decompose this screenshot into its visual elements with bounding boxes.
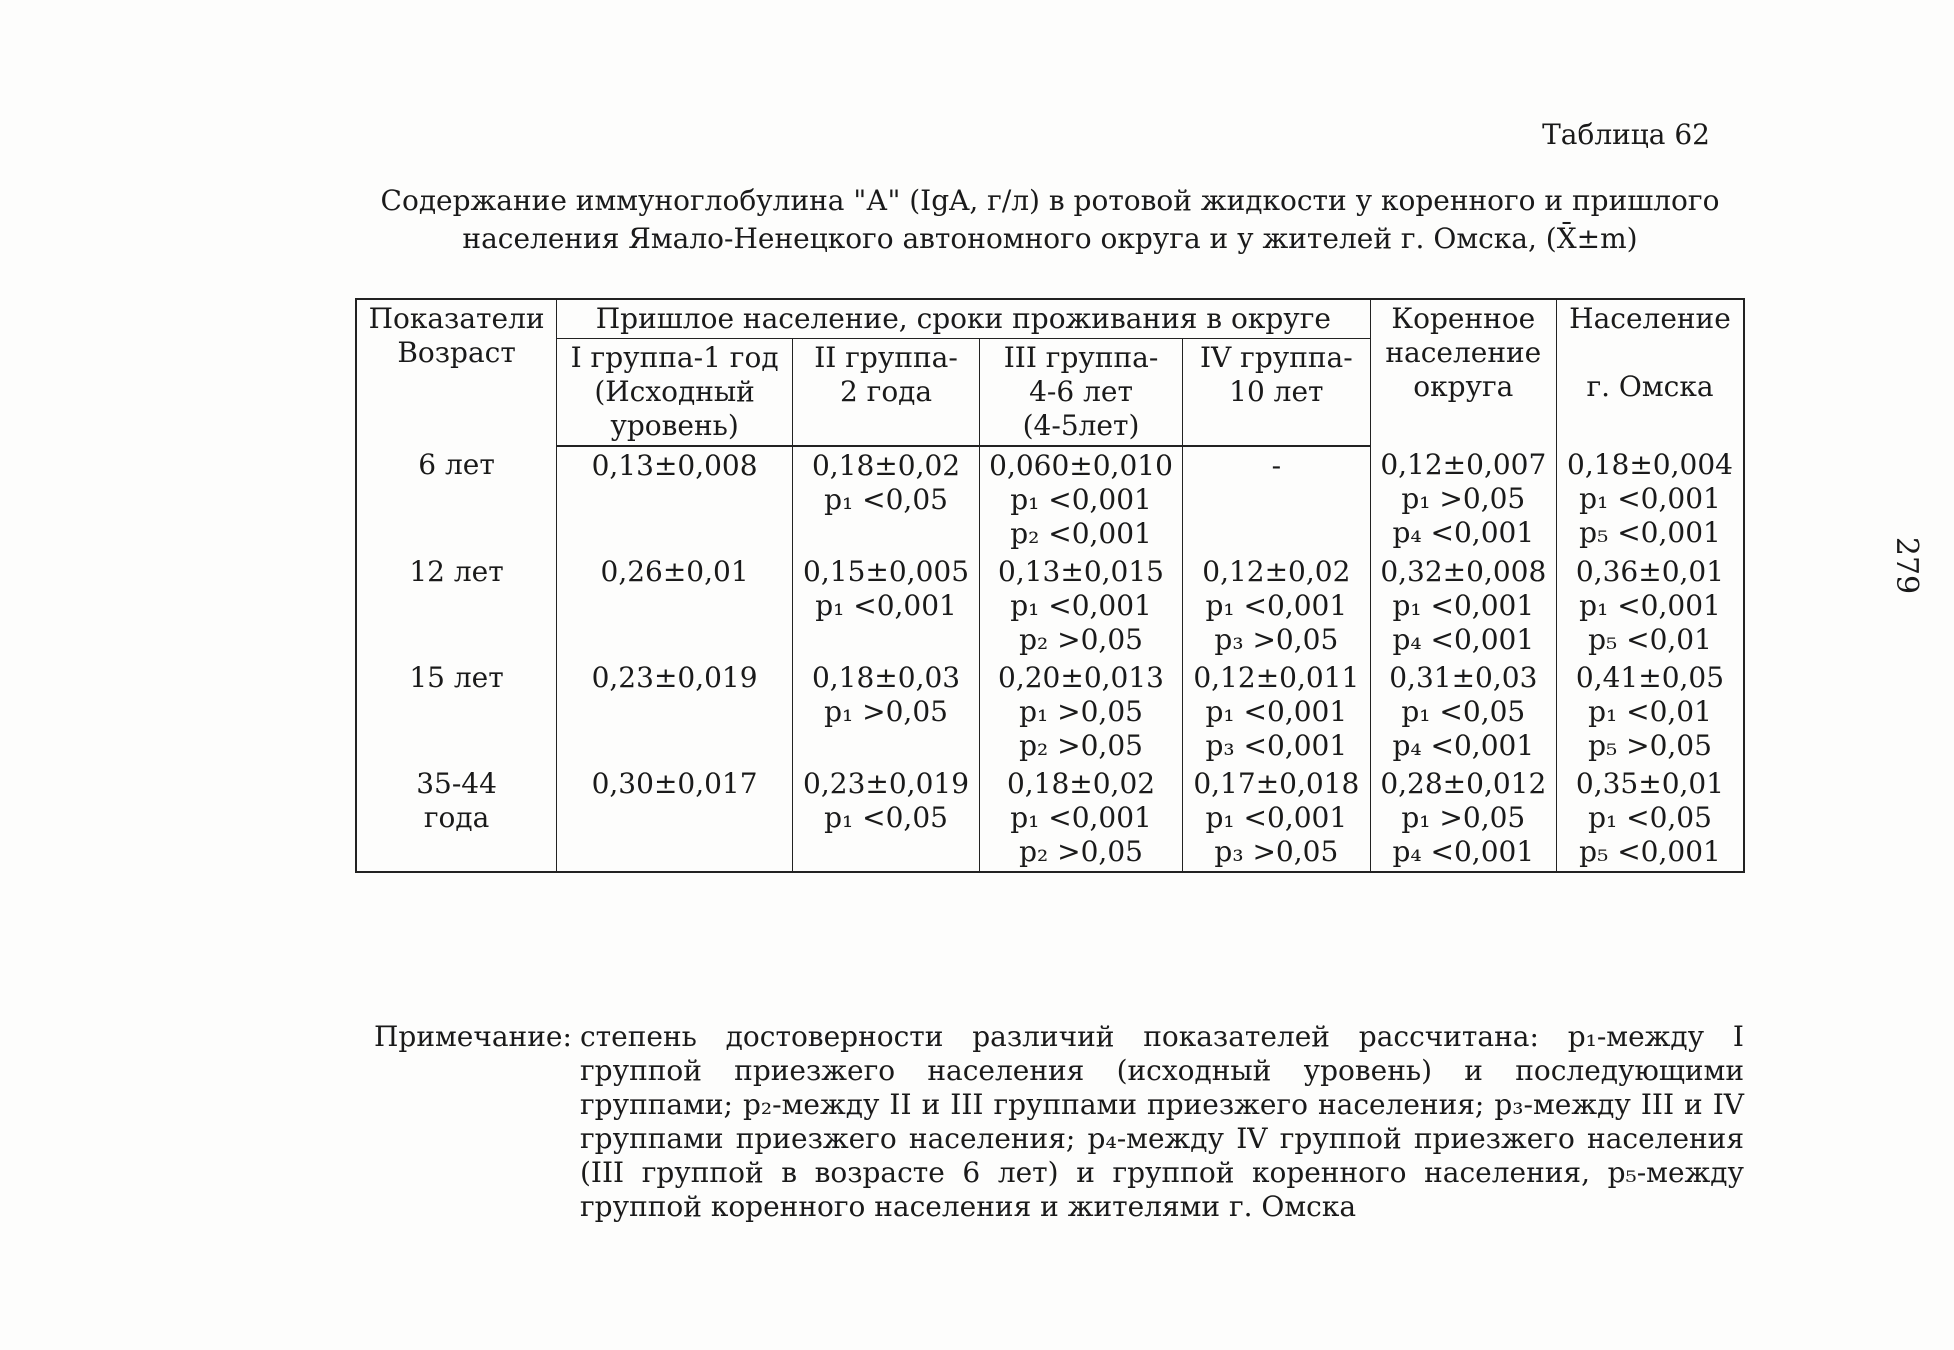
header-native: Коренное население округа — [1370, 299, 1556, 446]
caption-line-2: населения Ямало-Ненецкого автономного округа и у жителей г. Омска, (X̄±m) — [462, 222, 1638, 255]
cell-line: p₄ <0,001 — [1392, 835, 1535, 868]
cell-g1 — [557, 659, 793, 765]
data-table — [355, 298, 1745, 873]
cell-line: p₄ <0,001 — [1392, 516, 1535, 549]
cell-line: p₁ >0,05 — [1019, 695, 1143, 728]
cell-line: p₃ <0,001 — [1205, 729, 1348, 762]
cell-line: 0,12±0,02 — [1202, 555, 1351, 588]
cell-line: p₅ <0,001 — [1579, 835, 1721, 868]
cell-line: p₂ >0,05 — [1019, 729, 1143, 762]
cell-native — [1370, 446, 1556, 553]
cell-g2 — [793, 659, 980, 765]
cell-line: p₁ <0,05 — [824, 801, 948, 834]
note-text: степень достоверности различий показателей рассчитана: p₁-между I группой приезжего населения (исходный уровень) и последующими группами; p₂-между II и III группами приезжего населения; p₃-между III и IV группами приезжего населения; p₄-между IV группой приезжего населения (III группой в возрасте 6 лет) и группой коренного населения, p₅-между группой коренного населения и жителями г. Омска — [580, 1020, 1744, 1223]
cell-omsk — [1556, 765, 1744, 872]
cell-g1 — [557, 553, 793, 659]
cell-g2 — [793, 446, 980, 553]
header-indicator: Показатели Возраст — [368, 302, 545, 369]
table-row — [356, 765, 1744, 872]
cell-line: p₄ <0,001 — [1392, 729, 1535, 762]
cell-line: 0,12±0,007 — [1380, 448, 1547, 481]
cell-line: p₁ <0,001 — [1010, 801, 1152, 834]
cell-g2 — [793, 553, 980, 659]
header-group-4: IV группа- 10 лет — [1183, 339, 1371, 447]
cell-g4 — [1183, 446, 1371, 553]
cell-g4 — [1183, 765, 1371, 872]
cell-line: p₂ <0,001 — [1010, 517, 1152, 550]
cell-g4 — [1183, 659, 1371, 765]
cell-line: 0,12±0,011 — [1193, 661, 1360, 694]
cell-g3 — [980, 553, 1183, 659]
cell-line: 0,13±0,008 — [591, 449, 758, 482]
header-group-2: II группа- 2 года — [793, 339, 980, 447]
cell-line: - — [1271, 449, 1282, 482]
table-row — [356, 446, 1744, 553]
cell-line: p₃ >0,05 — [1214, 623, 1339, 656]
cell-age — [356, 765, 557, 872]
cell-line: 0,15±0,005 — [803, 555, 970, 588]
cell-line: p₁ <0,001 — [1205, 589, 1348, 622]
table-number: Таблица 62 — [1542, 118, 1710, 151]
cell-line: p₁ <0,05 — [824, 483, 948, 516]
cell-line: 35-44 — [416, 767, 497, 800]
cell-line: 0,28±0,012 — [1380, 767, 1547, 800]
cell-line: 0,060±0,010 — [989, 449, 1173, 482]
cell-line: 0,18±0,03 — [811, 661, 961, 694]
cell-line: p₁ <0,001 — [1392, 589, 1535, 622]
cell-line: p₁ <0,05 — [1588, 801, 1712, 834]
cell-line: p₃ >0,05 — [1214, 835, 1339, 868]
cell-g3 — [980, 446, 1183, 553]
table-body — [356, 446, 1744, 872]
cell-g3 — [980, 765, 1183, 872]
cell-g4 — [1183, 553, 1371, 659]
header-group-1: I группа-1 год (Исходный уровень) — [557, 339, 793, 447]
cell-line: p₁ >0,05 — [1401, 801, 1526, 834]
header-newcomers: Пришлое население, сроки проживания в округе — [557, 299, 1371, 339]
cell-line: 0,36±0,01 — [1575, 555, 1725, 588]
cell-line: p₅ <0,01 — [1588, 623, 1712, 656]
cell-line: 0,18±0,02 — [1006, 767, 1156, 800]
cell-g1 — [557, 765, 793, 872]
cell-line: p₁ <0,001 — [1579, 482, 1721, 515]
page-number: 279 — [1889, 536, 1925, 595]
cell-g3 — [980, 659, 1183, 765]
cell-line: 0,18±0,004 — [1567, 448, 1733, 481]
cell-line: 0,32±0,008 — [1380, 555, 1547, 588]
cell-line: p₁ <0,001 — [1205, 695, 1348, 728]
cell-line: p₄ <0,001 — [1392, 623, 1535, 656]
cell-line: 0,30±0,017 — [591, 767, 758, 800]
cell-line: p₂ >0,05 — [1019, 623, 1143, 656]
cell-line: p₁ <0,001 — [815, 589, 957, 622]
cell-omsk — [1556, 659, 1744, 765]
cell-line: p₁ <0,001 — [1579, 589, 1721, 622]
cell-g2 — [793, 765, 980, 872]
cell-line: p₁ <0,001 — [1010, 483, 1152, 516]
cell-line: 12 лет — [409, 555, 504, 588]
cell-line: p₁ >0,05 — [1401, 482, 1526, 515]
cell-line: 0,13±0,015 — [998, 555, 1164, 588]
cell-age — [356, 446, 557, 553]
cell-age — [356, 659, 557, 765]
cell-line: 0,20±0,013 — [998, 661, 1164, 694]
cell-line: p₁ <0,05 — [1401, 695, 1526, 728]
cell-line: p₅ <0,001 — [1579, 516, 1721, 549]
cell-line: 0,23±0,019 — [803, 767, 970, 800]
cell-native — [1370, 553, 1556, 659]
caption-line-1: Содержание иммуноглобулина "А" (IgA, г/л) в ротовой жидкости у коренного и пришлого — [380, 184, 1720, 217]
header-group-3: III группа- 4-6 лет (4-5лет) — [980, 339, 1183, 447]
note-label: Примечание: — [374, 1020, 572, 1053]
header-omsk: Население г. Омска — [1556, 299, 1744, 446]
cell-line: 15 лет — [409, 661, 504, 694]
cell-line: 0,18±0,02 — [811, 449, 961, 482]
table-caption — [350, 182, 1750, 258]
cell-line: p₁ >0,05 — [824, 695, 948, 728]
cell-native — [1370, 765, 1556, 872]
cell-age — [356, 553, 557, 659]
cell-line: p₅ >0,05 — [1588, 729, 1712, 762]
table-row — [356, 659, 1744, 765]
cell-line: 0,26±0,01 — [600, 555, 749, 588]
cell-line: p₁ <0,001 — [1010, 589, 1152, 622]
cell-line: p₁ <0,001 — [1205, 801, 1348, 834]
cell-line: 6 лет — [418, 448, 495, 481]
cell-line: p₂ >0,05 — [1019, 835, 1143, 868]
cell-omsk — [1556, 446, 1744, 553]
cell-line: p₁ <0,01 — [1588, 695, 1712, 728]
cell-line: 0,17±0,018 — [1193, 767, 1360, 800]
cell-g1 — [557, 446, 793, 553]
cell-line: 0,35±0,01 — [1575, 767, 1725, 800]
cell-omsk — [1556, 553, 1744, 659]
cell-line: 0,41±0,05 — [1575, 661, 1725, 694]
table-row — [356, 553, 1744, 659]
cell-line: 0,23±0,019 — [591, 661, 758, 694]
cell-native — [1370, 659, 1556, 765]
cell-line: 0,31±0,03 — [1389, 661, 1538, 694]
cell-line: года — [423, 801, 490, 834]
